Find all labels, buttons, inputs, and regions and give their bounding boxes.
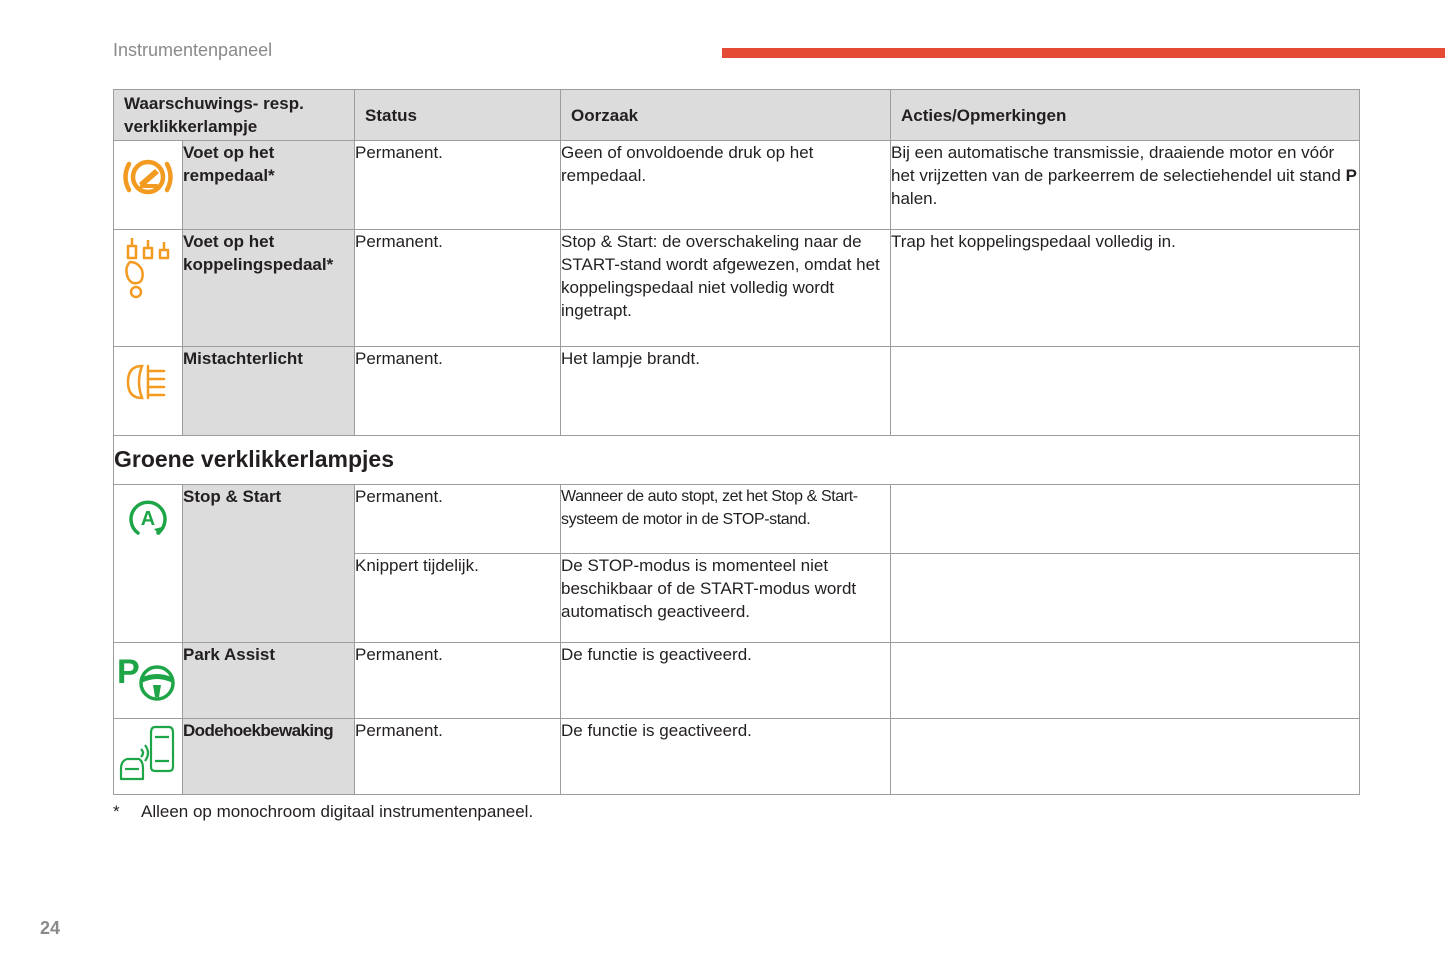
warning-lamps-table — [113, 89, 1360, 795]
lamp-actions — [891, 485, 1360, 554]
lamp-status: Permanent. — [355, 230, 561, 347]
lamp-actions — [891, 141, 1360, 230]
lamp-cause: Stop & Start: de overschakeling naar de START-stand wordt afgewezen, omdat het koppelingspedaal niet volledig wordt ingetrapt. — [561, 230, 891, 347]
lamp-name: Voet op het koppelingspedaal* — [183, 230, 355, 347]
blind-spot-monitoring-icon — [117, 723, 179, 783]
lamp-name: Dodehoekbewaking — [183, 719, 355, 795]
lamp-status: Permanent. — [355, 485, 561, 554]
page-number: 24 — [40, 918, 61, 938]
table-header-row — [114, 90, 1360, 141]
lamp-cause: De functie is geactiveerd. — [561, 643, 891, 719]
clutch-pedal-warning-icon — [120, 234, 176, 300]
lamp-actions — [891, 643, 1360, 719]
lamp-actions-text: Bij een automatische transmissie, draaiende motor en vóór het vrijzetten van de parkeerrem de selectiehendel uit stand — [891, 143, 1346, 185]
table-row — [114, 347, 1360, 436]
table-row — [114, 643, 1360, 719]
lamp-actions — [891, 719, 1360, 795]
lamp-status: Permanent. — [355, 643, 561, 719]
lamp-actions-text-end: halen. — [891, 189, 938, 208]
lamp-icon-cell — [114, 347, 183, 436]
lamp-icon-cell — [114, 141, 183, 230]
lamp-cause: Het lampje brandt. — [561, 347, 891, 436]
column-header-lamp: Waarschuwings- resp. verklikkerlampje — [114, 90, 355, 141]
lamp-status: Permanent. — [355, 719, 561, 795]
lamp-icon-cell — [114, 719, 183, 795]
lamp-actions — [891, 554, 1360, 643]
column-header-status: Status — [355, 90, 561, 141]
footnote — [113, 802, 533, 822]
lamp-status: Knippert tijdelijk. — [355, 554, 561, 643]
lamp-actions: Trap het koppelingspedaal volledig in. — [891, 230, 1360, 347]
lamp-cause: Geen of onvoldoende druk op het rempedaal. — [561, 141, 891, 230]
svg-text:A: A — [140, 508, 156, 530]
lamp-name: Mistachterlicht — [183, 347, 355, 436]
svg-text:P: P — [117, 653, 140, 691]
lamp-status: Permanent. — [355, 141, 561, 230]
lamp-name: Stop & Start — [183, 485, 355, 643]
brake-pedal-warning-icon — [118, 151, 178, 205]
column-header-actions: Acties/Opmerkingen — [891, 90, 1360, 141]
gear-position-p: P — [1345, 166, 1357, 185]
footnote-mark: * — [113, 802, 120, 821]
lamp-cause: De STOP-modus is momenteel niet beschikbaar of de START-modus wordt automatisch geactiveerd. — [561, 554, 891, 643]
stop-start-icon — [124, 497, 172, 541]
lamp-icon-cell — [114, 485, 183, 643]
table-row — [114, 141, 1360, 230]
header-accent-bar — [722, 48, 1445, 58]
park-assist-icon — [115, 649, 181, 705]
section-title: Instrumentenpaneel — [113, 40, 273, 60]
footnote-text: Alleen op monochroom digitaal instrumentenpaneel. — [141, 802, 534, 821]
lamp-cause: De functie is geactiveerd. — [561, 719, 891, 795]
rear-fog-light-icon — [124, 361, 172, 405]
table-row — [114, 719, 1360, 795]
group-row — [114, 436, 1360, 485]
lamp-actions — [891, 347, 1360, 436]
group-title: Groene verklikkerlampjes — [114, 445, 394, 472]
lamp-name: Park Assist — [183, 643, 355, 719]
lamp-cause: Wanneer de auto stopt, zet het Stop & Start-systeem de motor in de STOP-stand. — [561, 485, 891, 554]
lamp-name: Voet op het rempedaal* — [183, 141, 355, 230]
lamp-status: Permanent. — [355, 347, 561, 436]
lamp-icon-cell — [114, 643, 183, 719]
group-heading-cell — [114, 436, 1360, 485]
lamp-icon-cell — [114, 230, 183, 347]
column-header-cause: Oorzaak — [561, 90, 891, 141]
table-row — [114, 230, 1360, 347]
table-row — [114, 485, 1360, 554]
